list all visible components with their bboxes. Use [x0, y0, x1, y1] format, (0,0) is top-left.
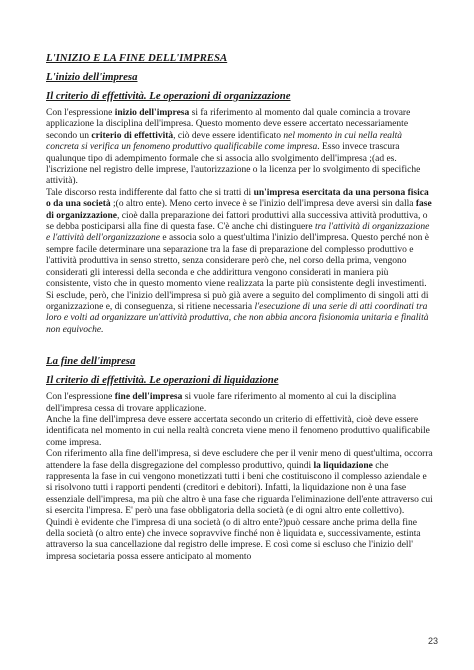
section-heading-fine: La fine dell'impresa: [46, 355, 136, 368]
text-run: Tale discorso resta indifferente dal fatto che si tratti di: [46, 187, 254, 198]
text-run: Con l'espressione: [46, 392, 115, 403]
paragraph: [46, 392, 434, 415]
section-heading-inizio: L'inizio dell'impresa: [46, 71, 138, 83]
bold-text: un'impresa esercitata da una persona fisica o da una società: [46, 187, 429, 210]
paragraph: [46, 188, 434, 291]
text-run: e associa solo a quest'ultima l'inizio dell'impresa. Questo perché non è sempre facile determinare una separazione tra la fase di preparazione del complesso produttivo e l'attività produttiva in senso stretto, senza considerare però che, nel corso della prima, vengono considerati gli interessi della seconda e che addirittura vengono considerati in maniera più consistente, visto che in questo momento viene realizzata la parte più consistente degli investimenti.: [46, 233, 429, 290]
paragraph: [46, 108, 434, 188]
text-run: Con riferimento alla fine dell'impresa, si deve escludere che per il venir meno di quest'ultima, occorra attendere la fase della disgregazione del complesso produttivo, quindi: [46, 449, 433, 471]
bold-text: fine dell'impresa: [114, 392, 183, 403]
text-run: Anche la fine dell'impresa deve essere accertata secondo un criterio di effettività, cioè deve essere identificata nel momento in cui nella realtà concreta viene meno il fenomeno produttivo qualificabile come impresa.: [46, 414, 430, 448]
document-title: L'INIZIO E LA FINE DELL'IMPRESA: [46, 52, 228, 64]
italic-text: l'esecuzione di una serie di atti coordinati tra loro e volti ad organizzare un'attività produttiva, che non abbia ancora fisionomia unitaria e finalità non equivoche.: [46, 301, 429, 335]
italic-text: nel momento in cui nella realtà concreta si verifica un fenomeno produttivo qualificabile come impresa: [46, 130, 403, 153]
page-content: [40, 52, 434, 563]
text-run: ;(o altro ente). Meno certo invece è se l'inizio dell'impresa deve aversi sin dalla: [110, 199, 416, 210]
text-run: , ciò deve essere identificato: [173, 130, 284, 141]
paragraph: [46, 449, 434, 517]
bold-text: criterio di effettività: [91, 130, 174, 141]
bold-text: la liquidazione: [313, 460, 373, 471]
text-run: che rappresenta la fase in cui vengono monetizzati tutti i beni che costituiscono il complesso aziendale e si risolvono tutti i rapporti pendenti (creditori e debitori). Infatti, la liquidazione non è una fase essenziale dell'impresa, ma più che altro è una fase che riguarda l'eliminazione dell'ente attraverso cui si esercita l'impresa. E' però una fase obbligatoria della società (e di ogni altro ente collettivo).: [46, 460, 433, 517]
text-run: . Esso invece trascura qualunque tipo di adempimento formale che si associa allo svolgimento dell'impresa ;(ad es. l'iscrizione nel registro delle imprese, l'autorizzazione o la licenza per lo svolgimento di specifiche attività).: [46, 142, 421, 187]
criterion-heading-organizzazione: Il criterio di effettività. Le operazioni di organizzazione: [46, 90, 291, 102]
text-run: Si esclude, però, che l'inizio dell'impresa si può già avere a seguito del complimento di singoli atti di organizzazione e, di conseguenza, si ritiene necessaria: [46, 290, 429, 312]
paragraph: [46, 415, 434, 449]
text-run: Quindi è evidente che l'impresa di una società (o di altro ente?)può cessare anche prima della fine della società (o altro ente) che invece sopravvive finché non è liquidata e, successivamente, estinta attraverso la sua cancellazione dal registro delle imprese. E così come si escluso che l'inizio dell' impresa societaria possa essere anticipato al momento: [46, 517, 421, 562]
page-number: 23: [427, 636, 438, 646]
bold-text: fase di organizzazione: [46, 199, 432, 221]
text-run: si fa riferimento al momento dal quale comincia a trovare applicazione la disciplina dell'impresa. Questo momento deve essere accertato necessariamente secondo un: [46, 108, 411, 141]
text-run: Con l'espressione: [46, 108, 115, 118]
bold-text: inizio dell'impresa: [114, 108, 190, 118]
text-run: si vuole fare riferimento al momento al cui la disciplina dell'impresa cessa di trovare applicazione.: [46, 392, 397, 414]
italic-text: tra l'attività di organizzazione e l'attività dell'organizzazione: [46, 222, 430, 244]
text-run: , cioè dalla preparazione dei fattori produttivi alla successiva attività produttiva, o se debba posticiparsi alla fine di questa fase. C'è anche chi distinguere: [46, 210, 428, 233]
paragraph: [46, 291, 434, 337]
criterion-heading-liquidazione: Il criterio di effettività. Le operazioni di liquidazione: [46, 374, 279, 387]
paragraph: [46, 518, 434, 564]
